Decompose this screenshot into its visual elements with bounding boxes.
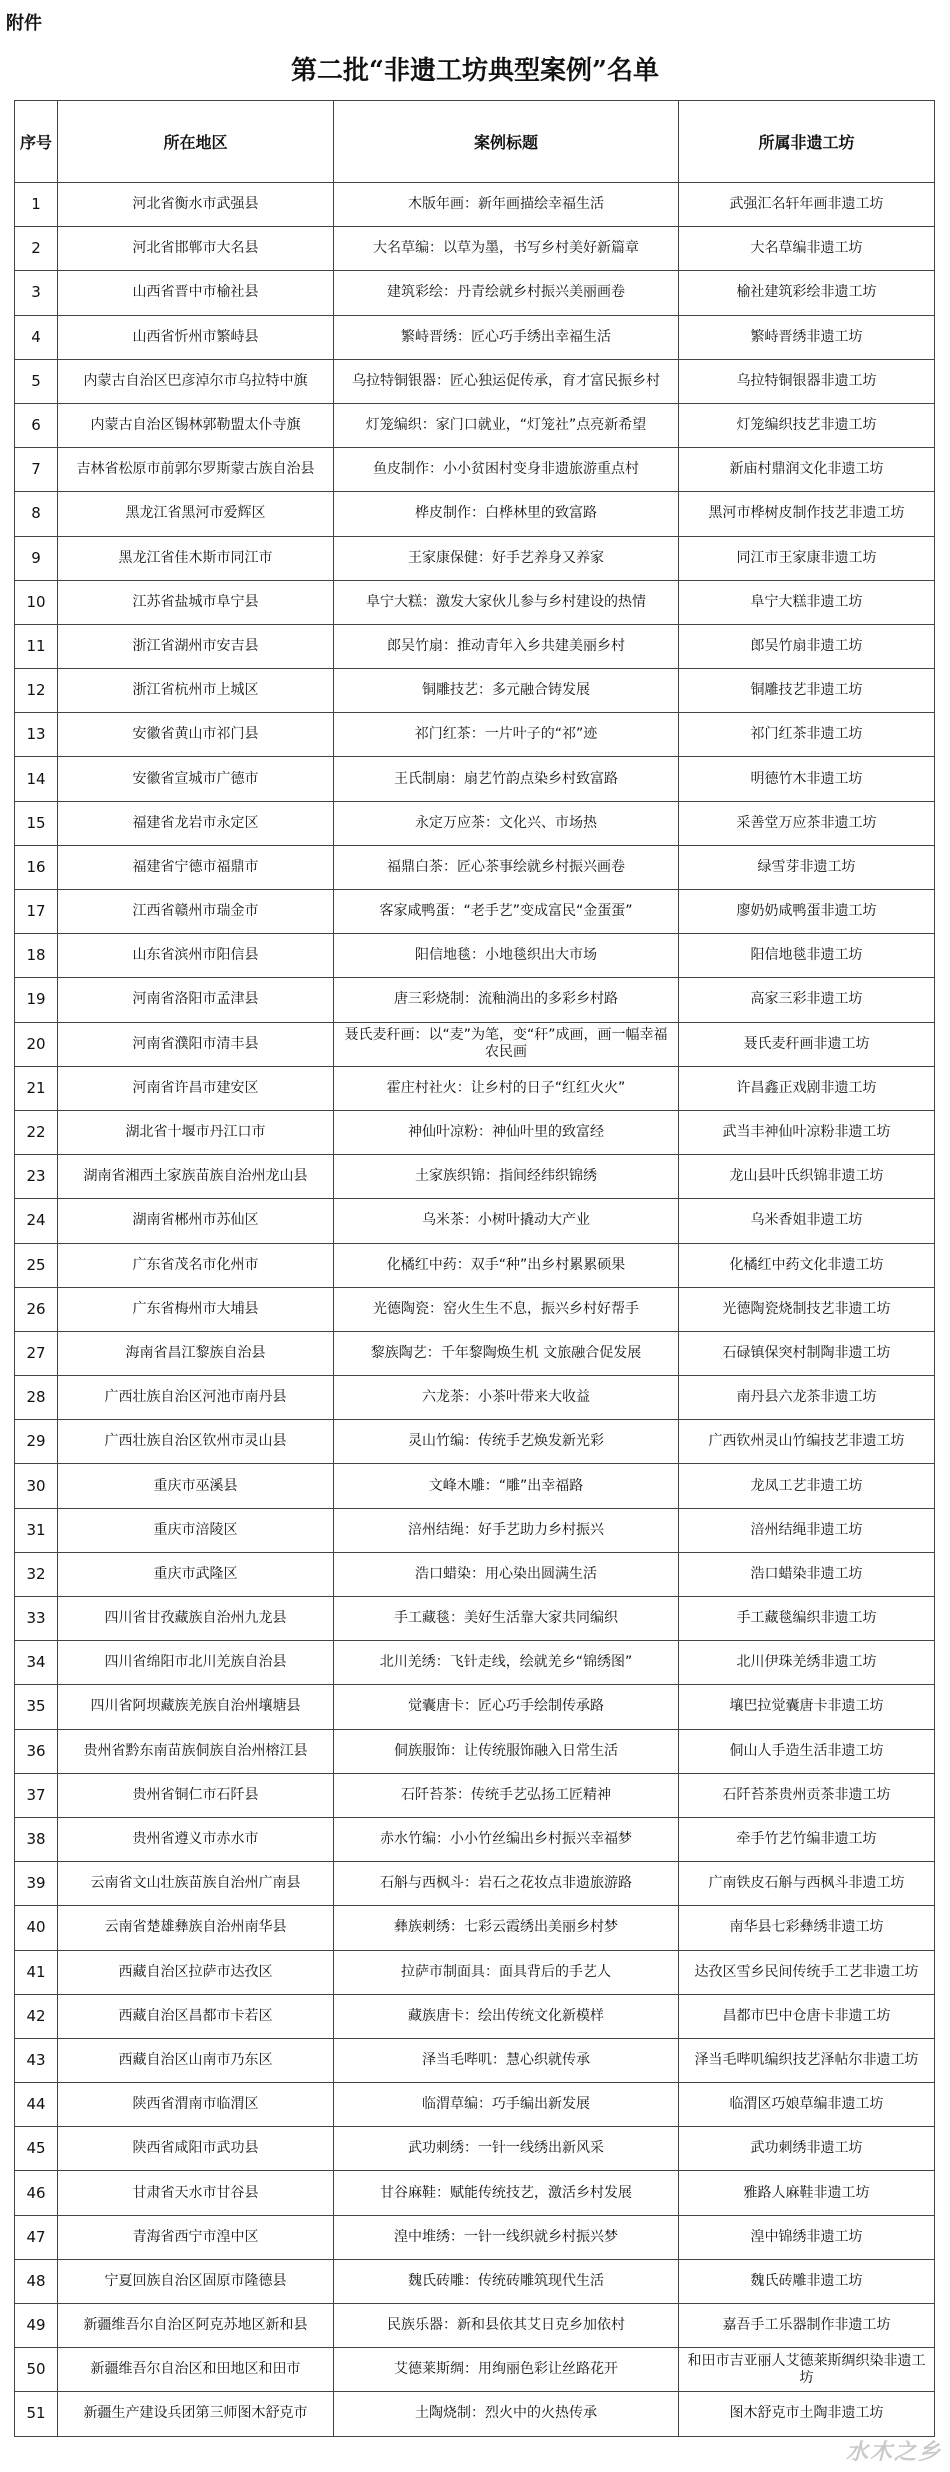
row-workshop: 光德陶瓷烧制技艺非遗工坊 <box>679 1287 935 1331</box>
table-row <box>15 580 935 624</box>
row-workshop: 广西钦州灵山竹编技艺非遗工坊 <box>679 1420 935 1464</box>
row-case-title: 侗族服饰：让传统服饰融入日常生活 <box>334 1729 679 1773</box>
row-region: 内蒙古自治区锡林郭勒盟太仆寺旗 <box>58 403 334 447</box>
header-case-title: 案例标题 <box>334 101 679 183</box>
page-title: 第二批“非遗工坊典型案例”名单 <box>291 56 659 86</box>
row-case-title: 王氏制扇：扇艺竹韵点染乡村致富路 <box>334 757 679 801</box>
table-row <box>15 2038 935 2082</box>
row-workshop: 高家三彩非遗工坊 <box>679 978 935 1022</box>
row-workshop: 绿雪芽非遗工坊 <box>679 845 935 889</box>
row-case-title: 大名草编：以草为墨，书写乡村美好新篇章 <box>334 227 679 271</box>
row-case-title: 涪州结绳：好手艺助力乡村振兴 <box>334 1508 679 1552</box>
row-region: 新疆生产建设兵团第三师图木舒克市 <box>58 2392 334 2436</box>
table-row <box>15 1773 935 1817</box>
row-region: 青海省西宁市湟中区 <box>58 2215 334 2259</box>
row-case-title: 王家康保健：好手艺养身又养家 <box>334 536 679 580</box>
row-case-title: 乌拉特铜银器：匠心独运促传承，育才富民振乡村 <box>334 359 679 403</box>
row-region: 山西省晋中市榆社县 <box>58 271 334 315</box>
row-workshop: 繁峙晋绣非遗工坊 <box>679 315 935 359</box>
row-region: 河北省衡水市武强县 <box>58 183 334 227</box>
row-index: 47 <box>15 2215 58 2259</box>
row-region: 江西省赣州市瑞金市 <box>58 890 334 934</box>
row-region: 内蒙古自治区巴彦淖尔市乌拉特中旗 <box>58 359 334 403</box>
row-region: 四川省甘孜藏族自治州九龙县 <box>58 1597 334 1641</box>
row-region: 浙江省杭州市上城区 <box>58 669 334 713</box>
row-case-title: 彝族刺绣：七彩云霞绣出美丽乡村梦 <box>334 1906 679 1950</box>
table-row <box>15 448 935 492</box>
row-case-title: 武功刺绣：一针一线绣出新风采 <box>334 2127 679 2171</box>
case-list-table <box>14 100 935 2437</box>
header-region: 所在地区 <box>58 101 334 183</box>
row-workshop: 新庙村鼎润文化非遗工坊 <box>679 448 935 492</box>
table-header-row <box>15 101 935 183</box>
row-workshop: 阜宁大糕非遗工坊 <box>679 580 935 624</box>
row-case-title: 浩口蜡染：用心染出圆满生活 <box>334 1552 679 1596</box>
row-region: 山西省忻州市繁峙县 <box>58 315 334 359</box>
row-workshop: 壤巴拉觉囊唐卡非遗工坊 <box>679 1685 935 1729</box>
row-index: 18 <box>15 934 58 978</box>
row-workshop: 明德竹木非遗工坊 <box>679 757 935 801</box>
row-index: 6 <box>15 403 58 447</box>
row-workshop: 泽当毛哔叽编织技艺泽帖尔非遗工坊 <box>679 2038 935 2082</box>
row-workshop: 铜雕技艺非遗工坊 <box>679 669 935 713</box>
row-region: 贵州省遵义市赤水市 <box>58 1817 334 1861</box>
row-workshop: 灯笼编织技艺非遗工坊 <box>679 403 935 447</box>
table-row <box>15 1906 935 1950</box>
row-region: 福建省龙岩市永定区 <box>58 801 334 845</box>
row-workshop: 南丹县六龙茶非遗工坊 <box>679 1376 935 1420</box>
table-row <box>15 536 935 580</box>
table-row <box>15 1199 935 1243</box>
row-index: 20 <box>15 1022 58 1066</box>
row-case-title: 鱼皮制作：小小贫困村变身非遗旅游重点村 <box>334 448 679 492</box>
row-index: 1 <box>15 183 58 227</box>
row-case-title: 霍庄村社火：让乡村的日子“红红火火” <box>334 1066 679 1110</box>
table-row <box>15 2083 935 2127</box>
row-workshop: 廖奶奶咸鸭蛋非遗工坊 <box>679 890 935 934</box>
row-case-title: 永定万应茶：文化兴、市场热 <box>334 801 679 845</box>
row-region: 贵州省铜仁市石阡县 <box>58 1773 334 1817</box>
row-case-title: 桦皮制作：白桦林里的致富路 <box>334 492 679 536</box>
table-row <box>15 890 935 934</box>
row-index: 25 <box>15 1243 58 1287</box>
row-index: 15 <box>15 801 58 845</box>
row-case-title: 祁门红茶：一片叶子的“祁”迹 <box>334 713 679 757</box>
row-workshop: 武当丰神仙叶凉粉非遗工坊 <box>679 1110 935 1154</box>
row-case-title: 拉萨市制面具：面具背后的手艺人 <box>334 1950 679 1994</box>
row-case-title: 魏氏砖雕：传统砖雕筑现代生活 <box>334 2259 679 2303</box>
table-row <box>15 403 935 447</box>
row-region: 福建省宁德市福鼎市 <box>58 845 334 889</box>
row-workshop: 龙凤工艺非遗工坊 <box>679 1464 935 1508</box>
row-region: 湖北省十堰市丹江口市 <box>58 1110 334 1154</box>
table-row <box>15 1552 935 1596</box>
header-workshop: 所属非遗工坊 <box>679 101 935 183</box>
row-region: 重庆市涪陵区 <box>58 1508 334 1552</box>
row-case-title: 化橘红中药：双手“种”出乡村累累硕果 <box>334 1243 679 1287</box>
row-case-title: 土陶烧制：烈火中的火热传承 <box>334 2392 679 2436</box>
row-region: 四川省绵阳市北川羌族自治县 <box>58 1641 334 1685</box>
row-region: 浙江省湖州市安吉县 <box>58 624 334 668</box>
row-region: 云南省楚雄彝族自治州南华县 <box>58 1906 334 1950</box>
table-row <box>15 183 935 227</box>
row-index: 40 <box>15 1906 58 1950</box>
row-index: 27 <box>15 1331 58 1375</box>
row-case-title: 泽当毛哔叽：慧心织就传承 <box>334 2038 679 2082</box>
row-workshop: 北川伊珠羌绣非遗工坊 <box>679 1641 935 1685</box>
row-index: 29 <box>15 1420 58 1464</box>
table-row <box>15 1597 935 1641</box>
table-row <box>15 1287 935 1331</box>
row-workshop: 榆社建筑彩绘非遗工坊 <box>679 271 935 315</box>
attachment-label: 附件 <box>6 13 42 34</box>
row-region: 海南省昌江黎族自治县 <box>58 1331 334 1375</box>
row-workshop: 许昌鑫正戏剧非遗工坊 <box>679 1066 935 1110</box>
row-workshop: 郎吴竹扇非遗工坊 <box>679 624 935 668</box>
row-region: 陕西省咸阳市武功县 <box>58 2127 334 2171</box>
row-region: 新疆维吾尔自治区和田地区和田市 <box>58 2348 334 2392</box>
row-region: 西藏自治区拉萨市达孜区 <box>58 1950 334 1994</box>
row-index: 16 <box>15 845 58 889</box>
row-workshop: 达孜区雪乡民间传统手工艺非遗工坊 <box>679 1950 935 1994</box>
row-workshop: 祁门红茶非遗工坊 <box>679 713 935 757</box>
row-region: 湖南省湘西土家族苗族自治州龙山县 <box>58 1155 334 1199</box>
row-case-title: 藏族唐卡：绘出传统文化新模样 <box>334 1994 679 2038</box>
row-index: 46 <box>15 2171 58 2215</box>
row-region: 安徽省黄山市祁门县 <box>58 713 334 757</box>
table-row <box>15 1817 935 1861</box>
table-row <box>15 1331 935 1375</box>
row-region: 黑龙江省黑河市爱辉区 <box>58 492 334 536</box>
table-body <box>15 183 935 2437</box>
row-case-title: 乌米茶：小树叶撬动大产业 <box>334 1199 679 1243</box>
row-index: 24 <box>15 1199 58 1243</box>
row-region: 江苏省盐城市阜宁县 <box>58 580 334 624</box>
table-row <box>15 2348 935 2392</box>
row-case-title: 灯笼编织：家门口就业，“灯笼社”点亮新希望 <box>334 403 679 447</box>
row-index: 8 <box>15 492 58 536</box>
row-region: 河北省邯郸市大名县 <box>58 227 334 271</box>
row-region: 贵州省黔东南苗族侗族自治州榕江县 <box>58 1729 334 1773</box>
row-region: 广西壮族自治区河池市南丹县 <box>58 1376 334 1420</box>
row-region: 河南省濮阳市清丰县 <box>58 1022 334 1066</box>
row-region: 云南省文山壮族苗族自治州广南县 <box>58 1862 334 1906</box>
row-workshop: 昌都市巴中仓唐卡非遗工坊 <box>679 1994 935 2038</box>
table-row <box>15 2304 935 2348</box>
row-index: 51 <box>15 2392 58 2436</box>
table-row <box>15 2392 935 2436</box>
row-workshop: 聂氏麦秆画非遗工坊 <box>679 1022 935 1066</box>
row-region: 广西壮族自治区钦州市灵山县 <box>58 1420 334 1464</box>
row-index: 34 <box>15 1641 58 1685</box>
row-workshop: 乌米香姐非遗工坊 <box>679 1199 935 1243</box>
row-case-title: 艾德莱斯绸：用绚丽色彩让丝路花开 <box>334 2348 679 2392</box>
row-case-title: 甘谷麻鞋：赋能传统技艺，激活乡村发展 <box>334 2171 679 2215</box>
row-region: 安徽省宣城市广德市 <box>58 757 334 801</box>
row-workshop: 大名草编非遗工坊 <box>679 227 935 271</box>
row-index: 14 <box>15 757 58 801</box>
row-case-title: 福鼎白茶：匠心茶事绘就乡村振兴画卷 <box>334 845 679 889</box>
row-case-title: 赤水竹编：小小竹丝编出乡村振兴幸福梦 <box>334 1817 679 1861</box>
row-region: 广东省梅州市大埔县 <box>58 1287 334 1331</box>
table-row <box>15 2127 935 2171</box>
row-index: 3 <box>15 271 58 315</box>
row-index: 33 <box>15 1597 58 1641</box>
table-row <box>15 713 935 757</box>
row-case-title: 建筑彩绘：丹青绘就乡村振兴美丽画卷 <box>334 271 679 315</box>
table-row <box>15 845 935 889</box>
row-index: 32 <box>15 1552 58 1596</box>
row-workshop: 化橘红中药文化非遗工坊 <box>679 1243 935 1287</box>
table-row <box>15 978 935 1022</box>
row-index: 30 <box>15 1464 58 1508</box>
row-workshop: 武功刺绣非遗工坊 <box>679 2127 935 2171</box>
row-index: 28 <box>15 1376 58 1420</box>
table-row <box>15 1464 935 1508</box>
row-workshop: 黑河市桦树皮制作技艺非遗工坊 <box>679 492 935 536</box>
table-row <box>15 1110 935 1154</box>
row-region: 广东省茂名市化州市 <box>58 1243 334 1287</box>
row-workshop: 武强汇名轩年画非遗工坊 <box>679 183 935 227</box>
table-row <box>15 757 935 801</box>
row-workshop: 石碌镇保突村制陶非遗工坊 <box>679 1331 935 1375</box>
row-workshop: 魏氏砖雕非遗工坊 <box>679 2259 935 2303</box>
row-workshop: 广南铁皮石斛与西枫斗非遗工坊 <box>679 1862 935 1906</box>
row-index: 44 <box>15 2083 58 2127</box>
row-region: 湖南省郴州市苏仙区 <box>58 1199 334 1243</box>
row-region: 新疆维吾尔自治区阿克苏地区新和县 <box>58 2304 334 2348</box>
row-workshop: 采善堂万应茶非遗工坊 <box>679 801 935 845</box>
row-index: 17 <box>15 890 58 934</box>
row-region: 山东省滨州市阳信县 <box>58 934 334 978</box>
row-index: 31 <box>15 1508 58 1552</box>
row-workshop: 嘉吾手工乐器制作非遗工坊 <box>679 2304 935 2348</box>
row-index: 26 <box>15 1287 58 1331</box>
row-case-title: 石阡苔茶：传统手艺弘扬工匠精神 <box>334 1773 679 1817</box>
table-row <box>15 1862 935 1906</box>
row-case-title: 觉囊唐卡：匠心巧手绘制传承路 <box>334 1685 679 1729</box>
table-row <box>15 2171 935 2215</box>
row-case-title: 六龙茶：小茶叶带来大收益 <box>334 1376 679 1420</box>
row-region: 陕西省渭南市临渭区 <box>58 2083 334 2127</box>
row-case-title: 木版年画：新年画描绘幸福生活 <box>334 183 679 227</box>
watermark: 水木之乡 <box>845 2440 942 2465</box>
row-index: 11 <box>15 624 58 668</box>
row-region: 重庆市巫溪县 <box>58 1464 334 1508</box>
row-case-title: 民族乐器：新和县依其艾日克乡加依村 <box>334 2304 679 2348</box>
row-index: 49 <box>15 2304 58 2348</box>
row-workshop: 湟中锦绣非遗工坊 <box>679 2215 935 2259</box>
row-workshop: 图木舒克市土陶非遗工坊 <box>679 2392 935 2436</box>
row-workshop: 阳信地毯非遗工坊 <box>679 934 935 978</box>
row-region: 西藏自治区昌都市卡若区 <box>58 1994 334 2038</box>
row-case-title: 郎吴竹扇：推动青年入乡共建美丽乡村 <box>334 624 679 668</box>
row-region: 四川省阿坝藏族羌族自治州壤塘县 <box>58 1685 334 1729</box>
table-row <box>15 1243 935 1287</box>
row-index: 36 <box>15 1729 58 1773</box>
row-case-title: 唐三彩烧制：流釉淌出的多彩乡村路 <box>334 978 679 1022</box>
row-workshop: 牵手竹艺竹编非遗工坊 <box>679 1817 935 1861</box>
table-row <box>15 669 935 713</box>
row-index: 12 <box>15 669 58 713</box>
table-row <box>15 1641 935 1685</box>
row-case-title: 铜雕技艺：多元融合铸发展 <box>334 669 679 713</box>
row-index: 41 <box>15 1950 58 1994</box>
row-index: 38 <box>15 1817 58 1861</box>
row-workshop: 浩口蜡染非遗工坊 <box>679 1552 935 1596</box>
row-region: 甘肃省天水市甘谷县 <box>58 2171 334 2215</box>
row-index: 45 <box>15 2127 58 2171</box>
row-region: 宁夏回族自治区固原市隆德县 <box>58 2259 334 2303</box>
row-index: 7 <box>15 448 58 492</box>
table-row <box>15 492 935 536</box>
row-case-title: 临渭草编：巧手编出新发展 <box>334 2083 679 2127</box>
table-row <box>15 2259 935 2303</box>
row-workshop: 临渭区巧娘草编非遗工坊 <box>679 2083 935 2127</box>
row-workshop: 石阡苔茶贵州贡茶非遗工坊 <box>679 1773 935 1817</box>
row-region: 黑龙江省佳木斯市同江市 <box>58 536 334 580</box>
table-row <box>15 2215 935 2259</box>
row-index: 2 <box>15 227 58 271</box>
row-region: 西藏自治区山南市乃东区 <box>58 2038 334 2082</box>
table-row <box>15 1022 935 1066</box>
row-index: 39 <box>15 1862 58 1906</box>
row-workshop: 雅路人麻鞋非遗工坊 <box>679 2171 935 2215</box>
row-region: 重庆市武隆区 <box>58 1552 334 1596</box>
row-index: 35 <box>15 1685 58 1729</box>
table-row <box>15 1994 935 2038</box>
table-row <box>15 1376 935 1420</box>
table-row <box>15 1066 935 1110</box>
row-workshop: 同江市王家康非遗工坊 <box>679 536 935 580</box>
row-case-title: 湟中堆绣：一针一线织就乡村振兴梦 <box>334 2215 679 2259</box>
row-index: 23 <box>15 1155 58 1199</box>
row-region: 吉林省松原市前郭尔罗斯蒙古族自治县 <box>58 448 334 492</box>
row-index: 50 <box>15 2348 58 2392</box>
row-index: 10 <box>15 580 58 624</box>
table-row <box>15 1685 935 1729</box>
table-row <box>15 359 935 403</box>
row-case-title: 客家咸鸭蛋：“老手艺”变成富民“金蛋蛋” <box>334 890 679 934</box>
table-row <box>15 1508 935 1552</box>
row-case-title: 光德陶瓷：窑火生生不息，振兴乡村好帮手 <box>334 1287 679 1331</box>
row-index: 48 <box>15 2259 58 2303</box>
row-case-title: 聂氏麦秆画：以“麦”为笔，变“秆”成画，画一幅幸福农民画 <box>334 1022 679 1066</box>
row-workshop: 手工藏毯编织非遗工坊 <box>679 1597 935 1641</box>
row-index: 37 <box>15 1773 58 1817</box>
row-index: 43 <box>15 2038 58 2082</box>
table-row <box>15 315 935 359</box>
table-row <box>15 1950 935 1994</box>
row-case-title: 石斛与西枫斗：岩石之花妆点非遗旅游路 <box>334 1862 679 1906</box>
table-row <box>15 801 935 845</box>
row-case-title: 手工藏毯：美好生活靠大家共同编织 <box>334 1597 679 1641</box>
row-index: 42 <box>15 1994 58 2038</box>
row-index: 21 <box>15 1066 58 1110</box>
header-index: 序号 <box>15 101 58 183</box>
row-index: 4 <box>15 315 58 359</box>
table-row <box>15 1729 935 1773</box>
row-case-title: 文峰木雕：“雕”出幸福路 <box>334 1464 679 1508</box>
table-row <box>15 1155 935 1199</box>
table-row <box>15 271 935 315</box>
row-case-title: 阜宁大糕：激发大家伙儿参与乡村建设的热情 <box>334 580 679 624</box>
row-workshop: 涪州结绳非遗工坊 <box>679 1508 935 1552</box>
row-case-title: 神仙叶凉粉：神仙叶里的致富经 <box>334 1110 679 1154</box>
table-row <box>15 624 935 668</box>
row-index: 22 <box>15 1110 58 1154</box>
row-case-title: 北川羌绣：飞针走线，绘就羌乡“锦绣图” <box>334 1641 679 1685</box>
table-row <box>15 227 935 271</box>
row-case-title: 黎族陶艺：千年黎陶焕生机 文旅融合促发展 <box>334 1331 679 1375</box>
row-case-title: 阳信地毯：小地毯织出大市场 <box>334 934 679 978</box>
row-case-title: 土家族织锦：指间经纬织锦绣 <box>334 1155 679 1199</box>
table-row <box>15 934 935 978</box>
row-case-title: 灵山竹编：传统手艺焕发新光彩 <box>334 1420 679 1464</box>
row-index: 5 <box>15 359 58 403</box>
row-case-title: 繁峙晋绣：匠心巧手绣出幸福生活 <box>334 315 679 359</box>
row-workshop: 龙山县叶氏织锦非遗工坊 <box>679 1155 935 1199</box>
table-row <box>15 1420 935 1464</box>
row-index: 9 <box>15 536 58 580</box>
row-index: 19 <box>15 978 58 1022</box>
row-workshop: 和田市吉亚丽人艾德莱斯绸织染非遗工坊 <box>679 2348 935 2392</box>
row-region: 河南省洛阳市孟津县 <box>58 978 334 1022</box>
row-region: 河南省许昌市建安区 <box>58 1066 334 1110</box>
row-index: 13 <box>15 713 58 757</box>
row-workshop: 侗山人手造生活非遗工坊 <box>679 1729 935 1773</box>
row-workshop: 乌拉特铜银器非遗工坊 <box>679 359 935 403</box>
row-workshop: 南华县七彩彝绣非遗工坊 <box>679 1906 935 1950</box>
